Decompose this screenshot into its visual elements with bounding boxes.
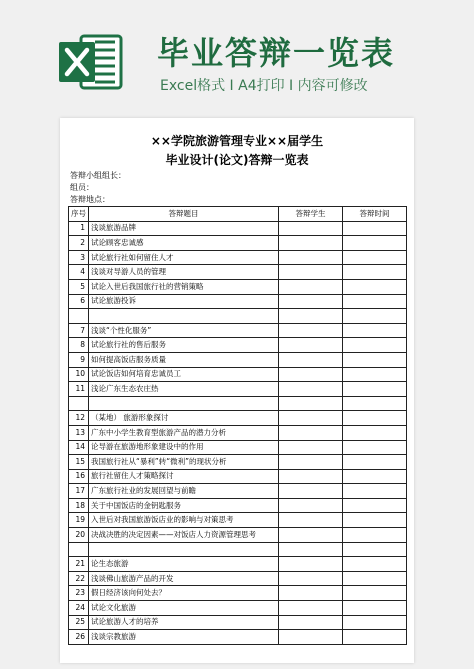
- row-number: 9: [69, 352, 89, 367]
- row-time: [343, 338, 407, 353]
- row-time: [343, 265, 407, 280]
- row-student: [279, 484, 343, 499]
- table-body: [69, 221, 407, 644]
- row-student: [279, 294, 343, 309]
- table-row: [69, 484, 407, 499]
- row-student: [279, 630, 343, 645]
- table-row: [69, 367, 407, 382]
- row-topic: [89, 542, 279, 557]
- row-time: [343, 513, 407, 528]
- row-time: [343, 528, 407, 543]
- members-label: 组员：: [70, 183, 94, 192]
- row-student: [279, 425, 343, 440]
- table-row: [69, 396, 407, 411]
- row-student: [279, 338, 343, 353]
- row-time: [343, 352, 407, 367]
- row-time: [343, 615, 407, 630]
- row-time: [343, 382, 407, 397]
- table-row: [69, 469, 407, 484]
- row-student: [279, 352, 343, 367]
- table-header-row: [69, 207, 407, 222]
- row-number: [69, 309, 89, 324]
- row-time: [343, 469, 407, 484]
- row-student: [279, 323, 343, 338]
- defense-table: [68, 206, 407, 645]
- table-row: [69, 323, 407, 338]
- row-time: [343, 323, 407, 338]
- row-number: 5: [69, 279, 89, 294]
- table-row: [69, 279, 407, 294]
- row-student: [279, 528, 343, 543]
- table-row: [69, 542, 407, 557]
- row-number: 18: [69, 498, 89, 513]
- column-header-number: 序号: [69, 207, 89, 222]
- table-row: [69, 425, 407, 440]
- row-topic: 浅谈对导游人员的管理: [89, 265, 279, 280]
- row-number: 1: [69, 221, 89, 236]
- table-row: [69, 615, 407, 630]
- row-topic: 决战决胜的决定因素——对饭店人力资源管理思考: [89, 528, 279, 543]
- row-topic: 假日经济该向何处去？: [89, 586, 279, 601]
- table-row: [69, 498, 407, 513]
- column-header-time: 答辩时间: [343, 207, 407, 222]
- table-row: [69, 309, 407, 324]
- table-row: [69, 265, 407, 280]
- row-time: [343, 484, 407, 499]
- row-topic: 试论旅行社如何留住人才: [89, 250, 279, 265]
- row-student: [279, 309, 343, 324]
- row-student: [279, 615, 343, 630]
- row-student: [279, 557, 343, 572]
- row-time: [343, 411, 407, 426]
- row-number: 20: [69, 528, 89, 543]
- row-topic: 我国旅行社从“暴利”转“微利”的现状分析: [89, 455, 279, 470]
- row-student: [279, 367, 343, 382]
- row-student: [279, 455, 343, 470]
- table-row: [69, 571, 407, 586]
- table-row: [69, 382, 407, 397]
- group-leader-label: 答辩小组组长：: [70, 171, 126, 180]
- row-number: [69, 396, 89, 411]
- row-time: [343, 571, 407, 586]
- row-time: [343, 221, 407, 236]
- row-topic: 论生态旅游: [89, 557, 279, 572]
- row-student: [279, 498, 343, 513]
- row-number: 23: [69, 586, 89, 601]
- row-topic: 浅谈“个性化服务”: [89, 323, 279, 338]
- location-label: 答辩地点：: [70, 195, 110, 204]
- row-topic: [89, 309, 279, 324]
- excel-logo-icon: [55, 30, 127, 94]
- row-student: [279, 396, 343, 411]
- document-title-line1: ××学院旅游管理专业××届学生: [150, 134, 324, 148]
- row-topic: 试论旅游投诉: [89, 294, 279, 309]
- row-number: 4: [69, 265, 89, 280]
- row-student: [279, 542, 343, 557]
- row-time: [343, 498, 407, 513]
- row-topic: 旅行社留住人才策略探讨: [89, 469, 279, 484]
- row-number: 14: [69, 440, 89, 455]
- row-topic: 试论旅行社的售后服务: [89, 338, 279, 353]
- row-student: [279, 440, 343, 455]
- row-number: 7: [69, 323, 89, 338]
- row-topic: 试论文化旅游: [89, 601, 279, 616]
- row-number: 2: [69, 236, 89, 251]
- row-student: [279, 411, 343, 426]
- table-row: [69, 630, 407, 645]
- banner: [0, 0, 474, 110]
- row-student: [279, 469, 343, 484]
- row-topic: 试论饭店如何培育忠诚员工: [89, 367, 279, 382]
- row-topic: 广东旅行社业的发展回望与前瞻: [89, 484, 279, 499]
- row-number: 10: [69, 367, 89, 382]
- row-topic: 浅谈佛山旅游产品的开发: [89, 571, 279, 586]
- row-topic: 试论旅游人才的培养: [89, 615, 279, 630]
- row-time: [343, 440, 407, 455]
- table-row: [69, 250, 407, 265]
- row-topic: [89, 396, 279, 411]
- row-time: [343, 630, 407, 645]
- table-row: [69, 236, 407, 251]
- row-number: 3: [69, 250, 89, 265]
- row-topic: 试论入世后我国旅行社的营销策略: [89, 279, 279, 294]
- table-row: [69, 221, 407, 236]
- table-row: [69, 411, 407, 426]
- table-row: [69, 294, 407, 309]
- row-time: [343, 236, 407, 251]
- row-time: [343, 542, 407, 557]
- row-number: 16: [69, 469, 89, 484]
- row-topic: 关于中国饭店的金钥匙服务: [89, 498, 279, 513]
- row-student: [279, 513, 343, 528]
- row-number: 8: [69, 338, 89, 353]
- table-row: [69, 440, 407, 455]
- table-row: [69, 455, 407, 470]
- row-time: [343, 425, 407, 440]
- table-row: [69, 528, 407, 543]
- column-header-student: 答辩学生: [279, 207, 343, 222]
- row-topic: 浅谈旅游品牌: [89, 221, 279, 236]
- row-number: 6: [69, 294, 89, 309]
- row-time: [343, 294, 407, 309]
- row-time: [343, 279, 407, 294]
- table-row: [69, 601, 407, 616]
- table-row: [69, 586, 407, 601]
- row-student: [279, 236, 343, 251]
- row-number: 26: [69, 630, 89, 645]
- table-row: [69, 338, 407, 353]
- table-row: [69, 513, 407, 528]
- row-topic: 试论顾客忠诚感: [89, 236, 279, 251]
- row-student: [279, 571, 343, 586]
- row-number: 11: [69, 382, 89, 397]
- row-topic: 浅论广东生态农庄热: [89, 382, 279, 397]
- table-row: [69, 557, 407, 572]
- row-time: [343, 601, 407, 616]
- column-header-topic: 答辩题目: [89, 207, 279, 222]
- row-student: [279, 265, 343, 280]
- row-topic: 广东中小学生教育型旅游产品的潜力分析: [89, 425, 279, 440]
- row-number: 21: [69, 557, 89, 572]
- row-student: [279, 221, 343, 236]
- row-time: [343, 250, 407, 265]
- row-number: 25: [69, 615, 89, 630]
- row-number: 22: [69, 571, 89, 586]
- row-time: [343, 309, 407, 324]
- row-topic: 入世后对我国旅游饭店业的影响与对策思考: [89, 513, 279, 528]
- row-number: 19: [69, 513, 89, 528]
- table-row: [69, 352, 407, 367]
- document-page: [60, 118, 414, 663]
- row-time: [343, 396, 407, 411]
- row-time: [343, 455, 407, 470]
- row-student: [279, 279, 343, 294]
- row-time: [343, 557, 407, 572]
- row-student: [279, 601, 343, 616]
- row-topic: 论导游在旅游地形象建设中的作用: [89, 440, 279, 455]
- row-number: 24: [69, 601, 89, 616]
- row-topic: （某地） 旅游形象探讨: [89, 411, 279, 426]
- row-number: [69, 542, 89, 557]
- row-topic: 如何提高饭店服务质量: [89, 352, 279, 367]
- row-number: 12: [69, 411, 89, 426]
- row-time: [343, 367, 407, 382]
- document-title-line2: 毕业设计(论文)答辩一览表: [165, 153, 309, 167]
- row-number: 17: [69, 484, 89, 499]
- row-student: [279, 250, 343, 265]
- banner-subtitle: Excel格式 I A4打印 I 内容可修改: [160, 78, 368, 94]
- row-student: [279, 382, 343, 397]
- row-topic: 浅谈宗教旅游: [89, 630, 279, 645]
- row-number: 13: [69, 425, 89, 440]
- row-student: [279, 586, 343, 601]
- row-number: 15: [69, 455, 89, 470]
- row-time: [343, 586, 407, 601]
- banner-title: 毕业答辩一览表: [157, 34, 396, 72]
